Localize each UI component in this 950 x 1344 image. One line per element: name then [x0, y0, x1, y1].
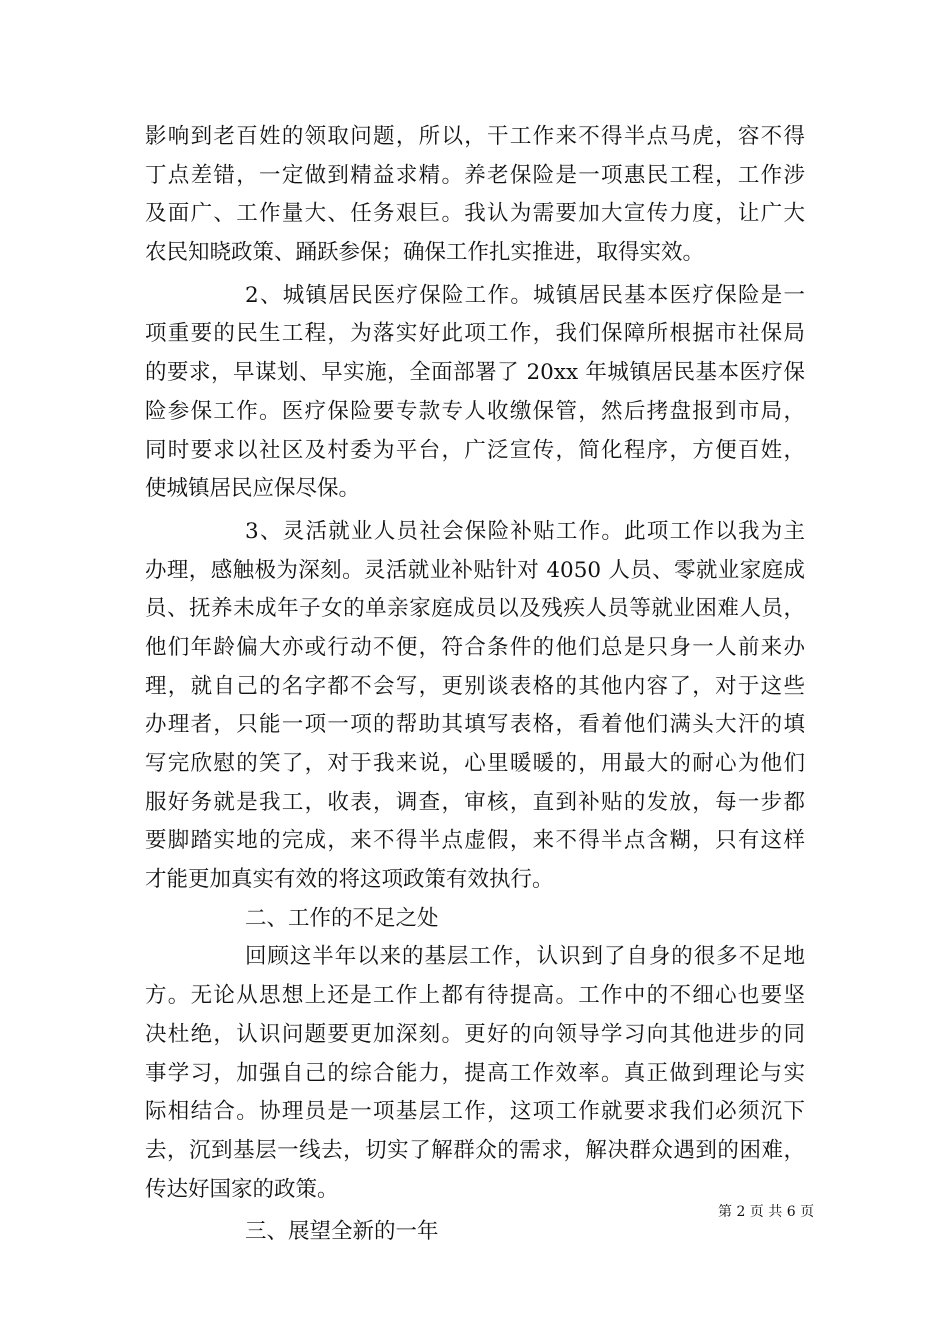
document-body — [145, 118, 805, 1252]
text-line: 方。无论从思想上还是工作上都有待提高。工作中的不细心也要坚 — [145, 983, 805, 1009]
text-line: 办理者，只能一项一项的帮助其填写表格，看着他们满头大汗的填 — [145, 712, 805, 738]
text-line: 回顾这半年以来的基层工作，认识到了自身的很多不足地 — [245, 944, 805, 970]
text-line: 员、抚养未成年子女的单亲家庭成员以及残疾人员等就业困难人员， — [145, 596, 805, 622]
text-line: 项重要的民生工程，为落实好此项工作，我们保障所根据市社保局 — [145, 321, 805, 347]
text-line: 农民知晓政策、踊跃参保；确保工作扎实推进，取得实效。 — [145, 240, 705, 266]
text-line: 险参保工作。医疗保险要专款专人收缴保管，然后拷盘报到市局， — [145, 398, 805, 424]
text-line: 同时要求以社区及村委为平台，广泛宣传，简化程序，方便百姓， — [145, 437, 805, 463]
text-line: 丁点差错，一定做到精益求精。养老保险是一项惠民工程，工作涉 — [145, 162, 805, 188]
text-line: 办理，感触极为深刻。灵活就业补贴针对 4050 人员、零就业家庭成 — [145, 557, 805, 583]
text-line: 要脚踏实地的完成，来不得半点虚假，来不得半点含糊，只有这样 — [145, 828, 805, 854]
page-number: 第 2 页 共 6 页 — [718, 1204, 815, 1220]
text-line: 3、灵活就业人员社会保险补贴工作。此项工作以我为主 — [245, 518, 805, 544]
paragraph-2 — [145, 277, 805, 509]
text-line: 使城镇居民应保尽保。 — [145, 476, 361, 502]
paragraph-4 — [145, 938, 805, 1209]
text-line: 2、城镇居民医疗保险工作。城镇居民基本医疗保险是一 — [245, 282, 805, 308]
paragraph-3 — [145, 513, 805, 900]
section-heading: 二、工作的不足之处 — [245, 905, 439, 931]
text-line: 影响到老百姓的领取问题，所以，干工作来不得半点马虎，容不得 — [145, 124, 805, 149]
text-line: 传达好国家的政策。 — [145, 1176, 339, 1202]
text-line: 才能更加真实有效的将这项政策有效执行。 — [145, 867, 554, 893]
text-line: 决杜绝，认识问题要更加深刻。更好的向领导学习向其他进步的同 — [145, 1021, 805, 1047]
text-line: 写完欣慰的笑了，对于我来说，心里暖暖的，用最大的耐心为他们 — [145, 751, 805, 776]
text-line: 服好务就是我工，收表，调查，审核，直到补贴的发放，每一步都 — [145, 789, 805, 815]
paragraph-1 — [145, 118, 805, 273]
text-line: 事学习，加强自己的综合能力，提高工作效率。真正做到理论与实 — [145, 1060, 805, 1086]
text-line: 去，沉到基层一线去，切实了解群众的需求，解决群众遇到的困难， — [145, 1137, 805, 1163]
text-line: 的要求，早谋划、早实施，全面部署了 20xx 年城镇居民基本医疗保 — [145, 360, 805, 386]
section-heading: 三、展望全新的一年 — [245, 1219, 439, 1245]
text-line: 他们年龄偏大亦或行动不便，符合条件的他们总是只身一人前来办 — [145, 634, 805, 660]
text-line: 理，就自己的名字都不会写，更别谈表格的其他内容了，对于这些 — [145, 673, 805, 699]
text-line: 际相结合。协理员是一项基层工作，这项工作就要求我们必须沉下 — [145, 1099, 805, 1125]
text-line: 及面广、工作量大、任务艰巨。我认为需要加大宣传力度，让广大 — [145, 201, 805, 227]
